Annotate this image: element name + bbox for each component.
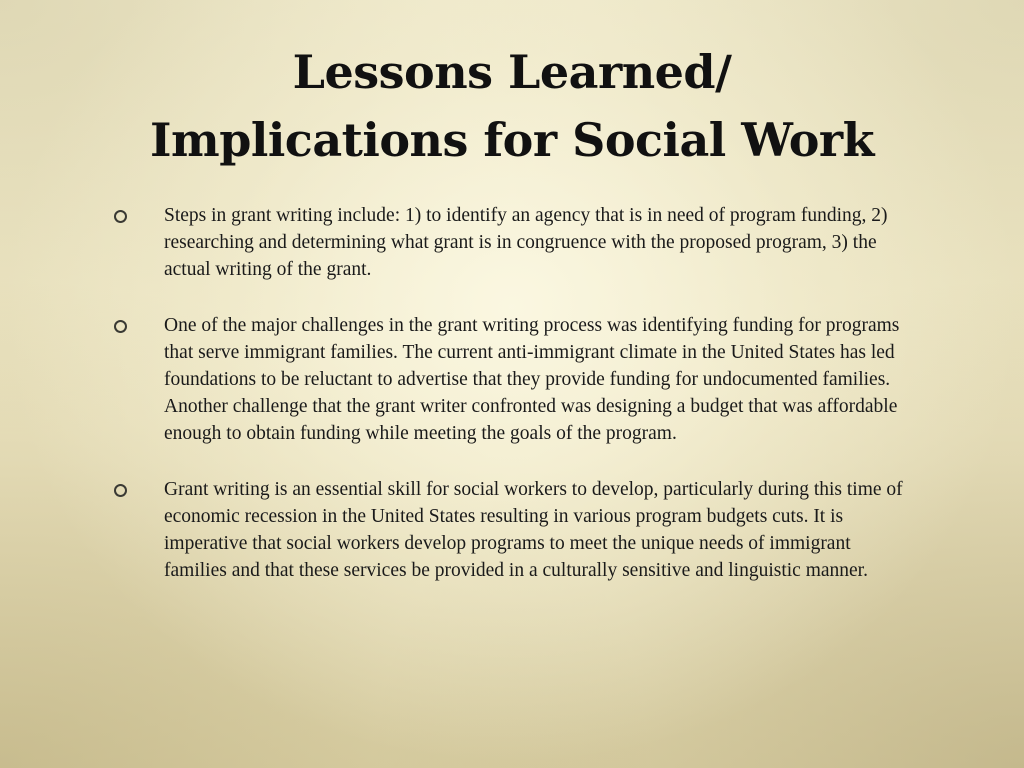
hollow-circle-bullet-icon xyxy=(114,484,127,497)
hollow-circle-bullet-icon xyxy=(114,320,127,333)
bullet-item-grant-steps xyxy=(114,202,914,284)
slide-title xyxy=(60,38,964,174)
bullet-item-essential-skill xyxy=(114,476,914,585)
slide-title-line-2: Implications for Social Work xyxy=(150,113,874,167)
bullet-text: One of the major challenges in the grant writing process was identifying funding for programs that serve immigrant families. The current anti-immigrant climate in the United States has led foundations to be reluctant to advertise that they provide funding for undocumented families. Another challenge that the grant writer confronted was designing a budget that was affordable enough to obtain funding while meeting the goals of the program. xyxy=(164,314,900,445)
bullet-text: Grant writing is an essential skill for social workers to develop, particularly during this time of economic recession in the United States resulting in various program budgets cuts. It is imperative that social workers develop programs to meet the unique needs of immigrant families and that these services be provided in a culturally sensitive and linguistic manner. xyxy=(164,478,903,582)
hollow-circle-bullet-icon xyxy=(114,210,127,223)
bullet-list xyxy=(114,202,914,612)
bullet-item-challenges xyxy=(114,312,914,448)
bullet-text: Steps in grant writing include: 1) to identify an agency that is in need of program funding, 2) researching and determining what grant is in congruence with the proposed program, 3) the actual writing of the grant. xyxy=(164,205,888,281)
slide-title-line-1: Lessons Learned/ xyxy=(292,45,732,99)
